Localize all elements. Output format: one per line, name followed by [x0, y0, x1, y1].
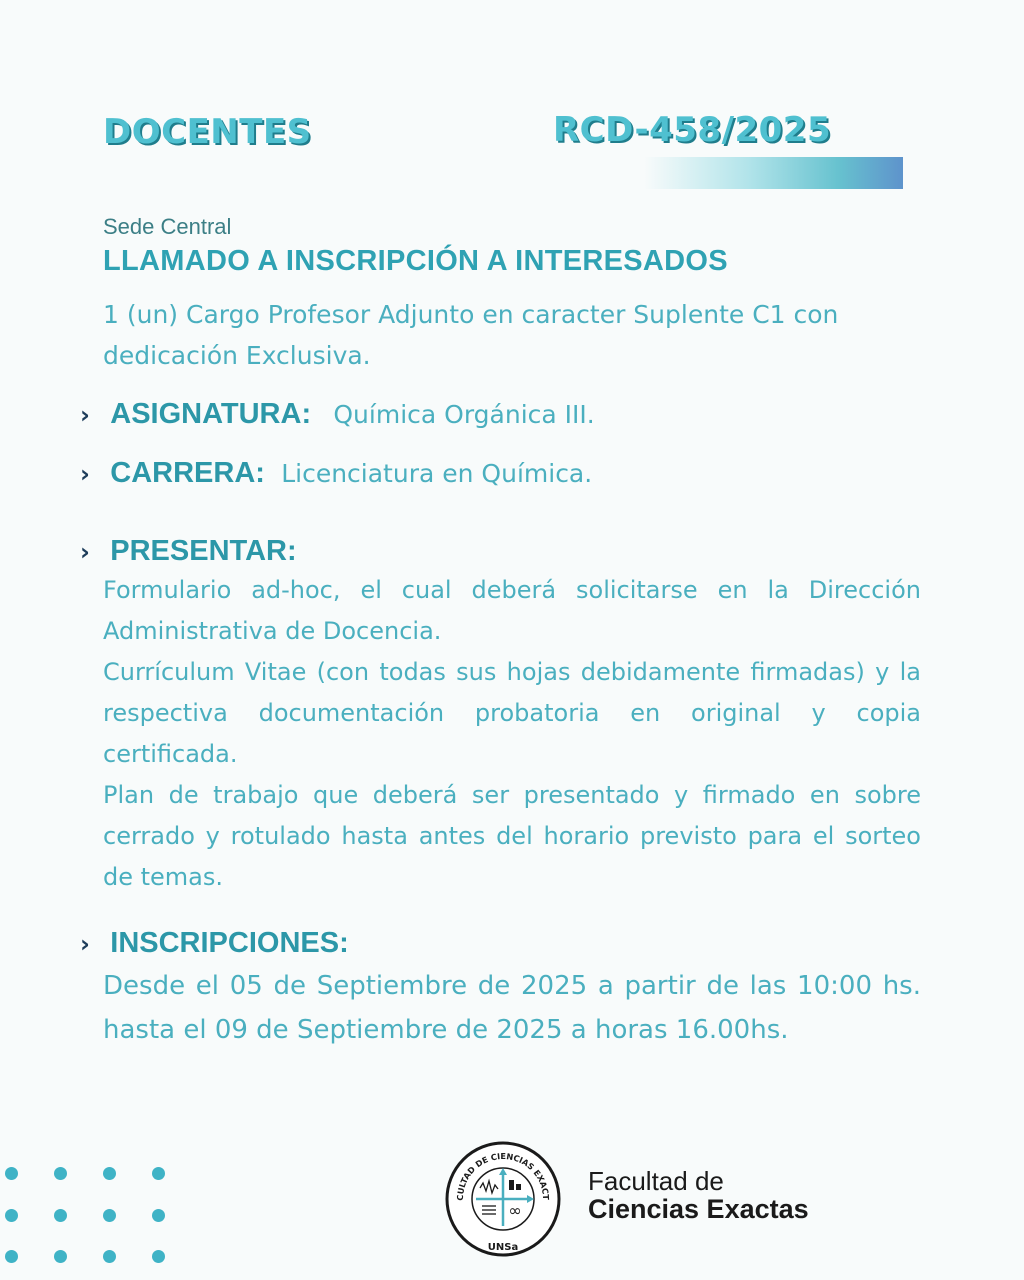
asignatura-label: ASIGNATURA:: [110, 398, 312, 430]
presentar-item: Formulario ad-hoc, el cual deberá solicitarse en la Dirección Administrativa de Docencia.: [103, 576, 921, 645]
presentar-list: [103, 570, 921, 898]
chevron-right-icon: ›: [80, 538, 90, 566]
call-heading: LLAMADO A INSCRIPCIÓN A INTERESADOS: [103, 245, 728, 277]
decorative-gradient-bar: [644, 157, 903, 189]
dot: [152, 1167, 165, 1180]
chevron-right-icon: ›: [80, 401, 90, 429]
asignatura-row: [80, 398, 595, 431]
dot: [152, 1250, 165, 1263]
dot: [5, 1167, 18, 1180]
presentar-item: Plan de trabajo que deberá ser presentado y firmado en sobre cerrado y rotulado hasta antes del horario previsto para el sorteo de temas.: [103, 781, 921, 891]
presentar-row: [80, 535, 297, 568]
faculty-name-line2: Ciencias Exactas: [588, 1194, 809, 1224]
dot: [103, 1250, 116, 1263]
section-title: DOCENTES: [103, 112, 312, 152]
seal-top-text: CULTAD DE CIENCIAS EXACT: [454, 1150, 552, 1201]
faculty-name-line1: Facultad de: [588, 1166, 724, 1196]
asignatura-value: Química Orgánica III.: [333, 400, 595, 429]
dot: [54, 1167, 67, 1180]
presentar-label: PRESENTAR:: [110, 535, 297, 567]
inscripciones-row: [80, 927, 349, 960]
inscripciones-text: [103, 964, 921, 1052]
position-description: 1 (un) Cargo Profesor Adjunto en caracter Suplente C1 con dedicación Exclusiva.: [103, 300, 839, 370]
carrera-value: Licenciatura en Química.: [281, 459, 593, 488]
svg-text:∞: ∞: [508, 1201, 522, 1220]
seal-bottom-text: UNSa: [487, 1242, 519, 1253]
dot: [54, 1250, 67, 1263]
inscripciones-dates: Desde el 05 de Septiembre de 2025 a partir de las 10:00 hs. hasta el 09 de Septiembre de 2025 a horas 16.00hs.: [103, 971, 921, 1045]
faculty-seal-logo: [444, 1140, 562, 1258]
chevron-right-icon: ›: [80, 930, 90, 958]
resolution-code: RCD-458/2025: [553, 110, 832, 150]
presentar-item: Currículum Vitae (con todas sus hojas debidamente firmadas) y la respectiva documentación probatoria en original y copia certificada.: [103, 658, 921, 768]
carrera-label: CARRERA:: [110, 457, 265, 489]
dot: [5, 1250, 18, 1263]
dot: [152, 1209, 165, 1222]
sede-label: Sede Central: [103, 214, 232, 239]
dot: [5, 1209, 18, 1222]
inscripciones-label: INSCRIPCIONES:: [110, 927, 349, 959]
chevron-right-icon: ›: [80, 460, 90, 488]
dot: [54, 1209, 67, 1222]
dot: [103, 1167, 116, 1180]
dot: [103, 1209, 116, 1222]
carrera-row: [80, 457, 592, 490]
